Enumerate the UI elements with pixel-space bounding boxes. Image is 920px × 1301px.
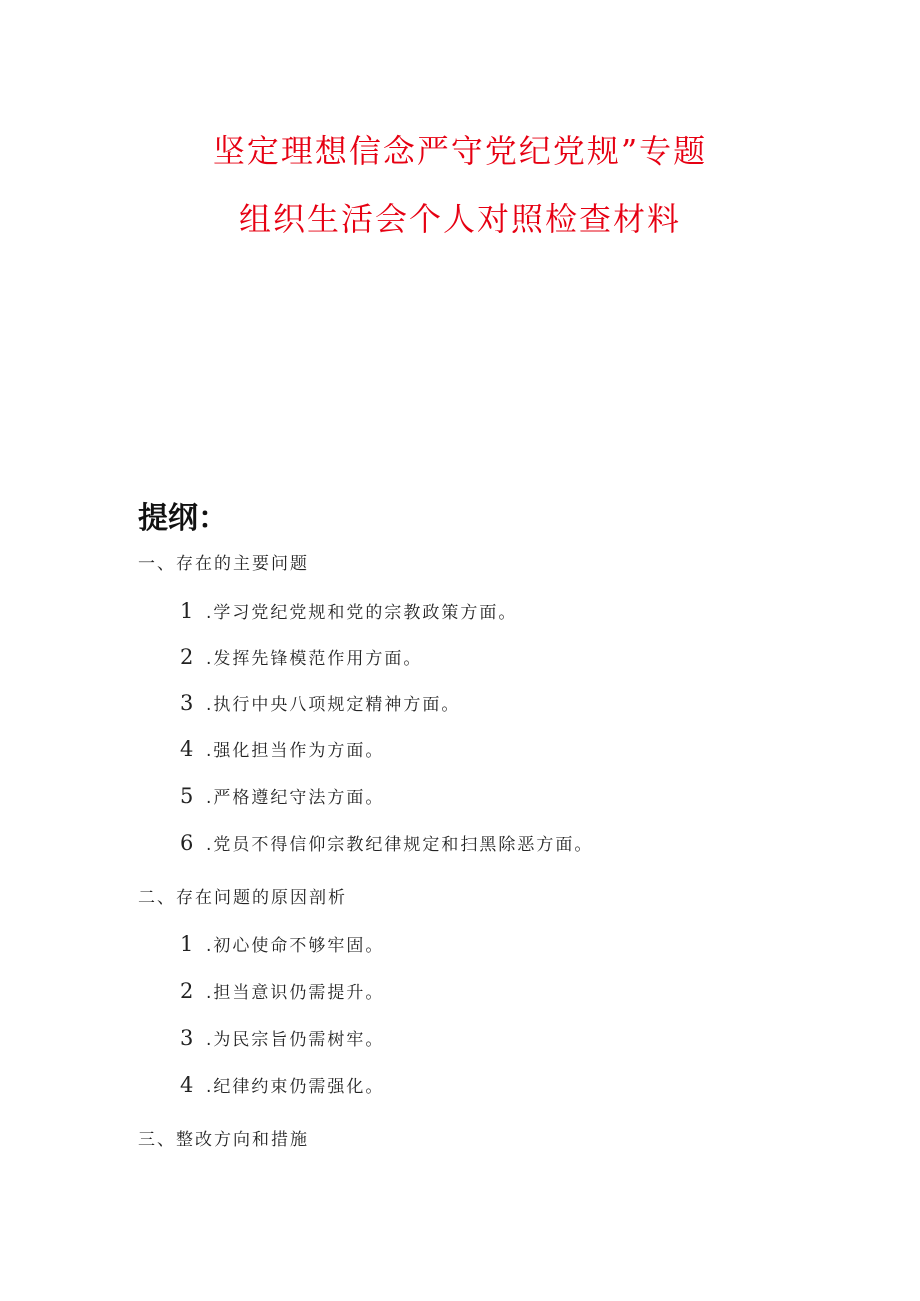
outline-heading: 提纲： — [138, 501, 228, 536]
item-text: .纪律约束仍需强化。 — [206, 1077, 385, 1097]
list-item — [180, 598, 517, 623]
item-text: .党员不得信仰宗教纪律规定和扫黑除恶方面。 — [206, 835, 594, 855]
list-item — [180, 1025, 384, 1050]
item-text: .执行中央八项规定精神方面。 — [206, 695, 461, 715]
item-number: 1 — [180, 599, 194, 623]
item-number: 2 — [180, 979, 194, 1003]
document-title-line-1: 坚定理想信念严守党纪党规”专题 — [212, 132, 708, 170]
item-number: 4 — [180, 1073, 194, 1097]
item-text: .为民宗旨仍需树牢。 — [206, 1030, 385, 1050]
document-title-line-2: 组织生活会个人对照检查材料 — [238, 200, 681, 238]
list-item — [180, 644, 422, 669]
item-number: 6 — [180, 831, 194, 855]
item-number: 3 — [180, 691, 194, 715]
list-item — [180, 783, 384, 808]
item-text: .严格遵纪守法方面。 — [206, 788, 385, 808]
section-heading-2: 二、存在问题的原因剖析 — [138, 888, 347, 908]
item-text: .初心使命不够牢固。 — [206, 936, 385, 956]
list-item — [180, 736, 384, 761]
list-item — [180, 931, 384, 956]
list-item — [180, 978, 384, 1003]
item-number: 3 — [180, 1026, 194, 1050]
item-number: 1 — [180, 932, 194, 956]
item-text: .学习党纪党规和党的宗教政策方面。 — [206, 603, 518, 623]
section-heading-3: 三、整改方向和措施 — [138, 1130, 309, 1150]
item-number: 4 — [180, 737, 194, 761]
section-heading-1: 一、存在的主要问题 — [138, 554, 309, 574]
item-number: 5 — [180, 784, 194, 808]
item-number: 2 — [180, 645, 194, 669]
item-text: .强化担当作为方面。 — [206, 741, 385, 761]
item-text: .担当意识仍需提升。 — [206, 983, 385, 1003]
list-item — [180, 690, 460, 715]
list-item — [180, 830, 593, 855]
item-text: .发挥先锋模范作用方面。 — [206, 649, 423, 669]
list-item — [180, 1072, 384, 1097]
